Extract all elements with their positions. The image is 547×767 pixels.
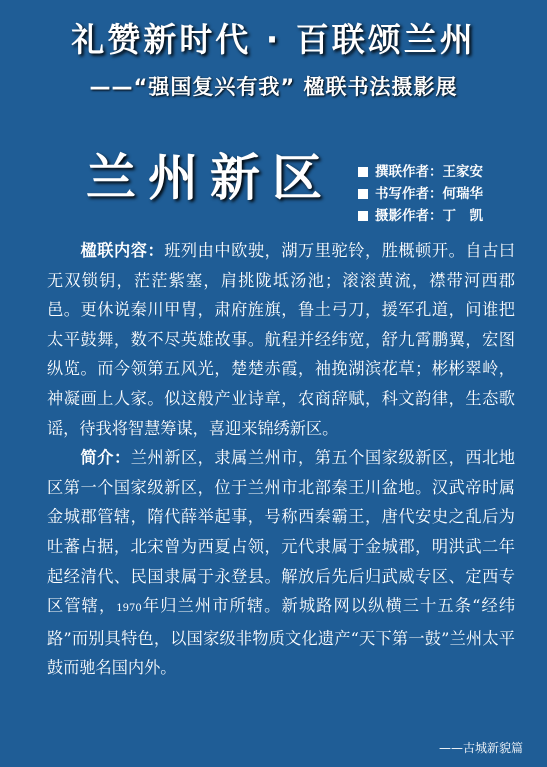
credit-label: 撰联作者： [375,164,443,180]
couplet-label: 楹联内容： [80,241,165,260]
couplet-text: 班列由中欧驶，湖万里驼铃，胜概顿开。自古曰无双锁钥，茫茫紫塞，肩挑陇坻汤池；滚滚黄流，襟带河西郡邑。更休说秦川甲胄，肃府旌旗，鲁土弓刀，援军孔道，问谁把太平鼓舞，数不尽英雄故事。航程并经纬宽，舒九霄鹏翼，宏图纵览。而今领第五风光，楚楚赤霞，袖挽湖滨花草；彬彬翠岭，神凝画上人家。似这般产业诗章，农商辞赋，科文韵律，生态歌谣，待我将智慧筹谋，喜迎来锦绣新区。 [47,241,516,438]
exhibition-title: 礼赞新时代 · 百联颂兰州 [71,20,476,59]
intro-year: 1970 [116,603,142,615]
credit-photographer [358,205,483,227]
credit-label: 书写作者： [375,186,443,202]
couplet-paragraph [47,236,515,443]
credit-name: 丁 凯 [442,208,483,224]
section-signature: ——古城新貌篇 [438,741,523,755]
intro-paragraph [47,443,515,683]
calligraphy-headline: 兰州新区 [86,149,334,207]
square-bullet-icon [358,189,368,199]
intro-text-continued: 年归兰州市所辖。新城路网以纵横三十五条“经纬路”而别具特色，以国家级非物质文化遗产“天下第一鼓”兰州太平鼓而驰名国内外。 [47,596,516,678]
credits-list [358,161,483,227]
credit-couplet-author [358,161,483,183]
square-bullet-icon [358,167,368,177]
exhibition-subtitle: ——“强国复兴有我” 楹联书法摄影展 [89,75,458,99]
credit-label: 摄影作者： [375,208,443,224]
credit-name: 王家安 [442,164,483,180]
square-bullet-icon [358,211,368,221]
intro-label: 简介： [80,448,131,468]
credit-name: 何瑞华 [442,186,483,202]
credit-calligrapher [358,183,483,205]
intro-text: 兰州新区，隶属兰州市，第五个国家级新区，西北地区第一个国家级新区，位于兰州市北部秦王川盆地。汉武帝时属金城郡管辖，隋代薛举起事，号称西秦霸王，唐代安史之乱后为吐蕃占据，北宋曾为西夏占领，元代隶属于金城郡，明洪武二年起经清代、民国隶属于永登县。解放后先后归武威专区、定西专区管辖， [47,448,516,616]
body-text [47,236,515,683]
